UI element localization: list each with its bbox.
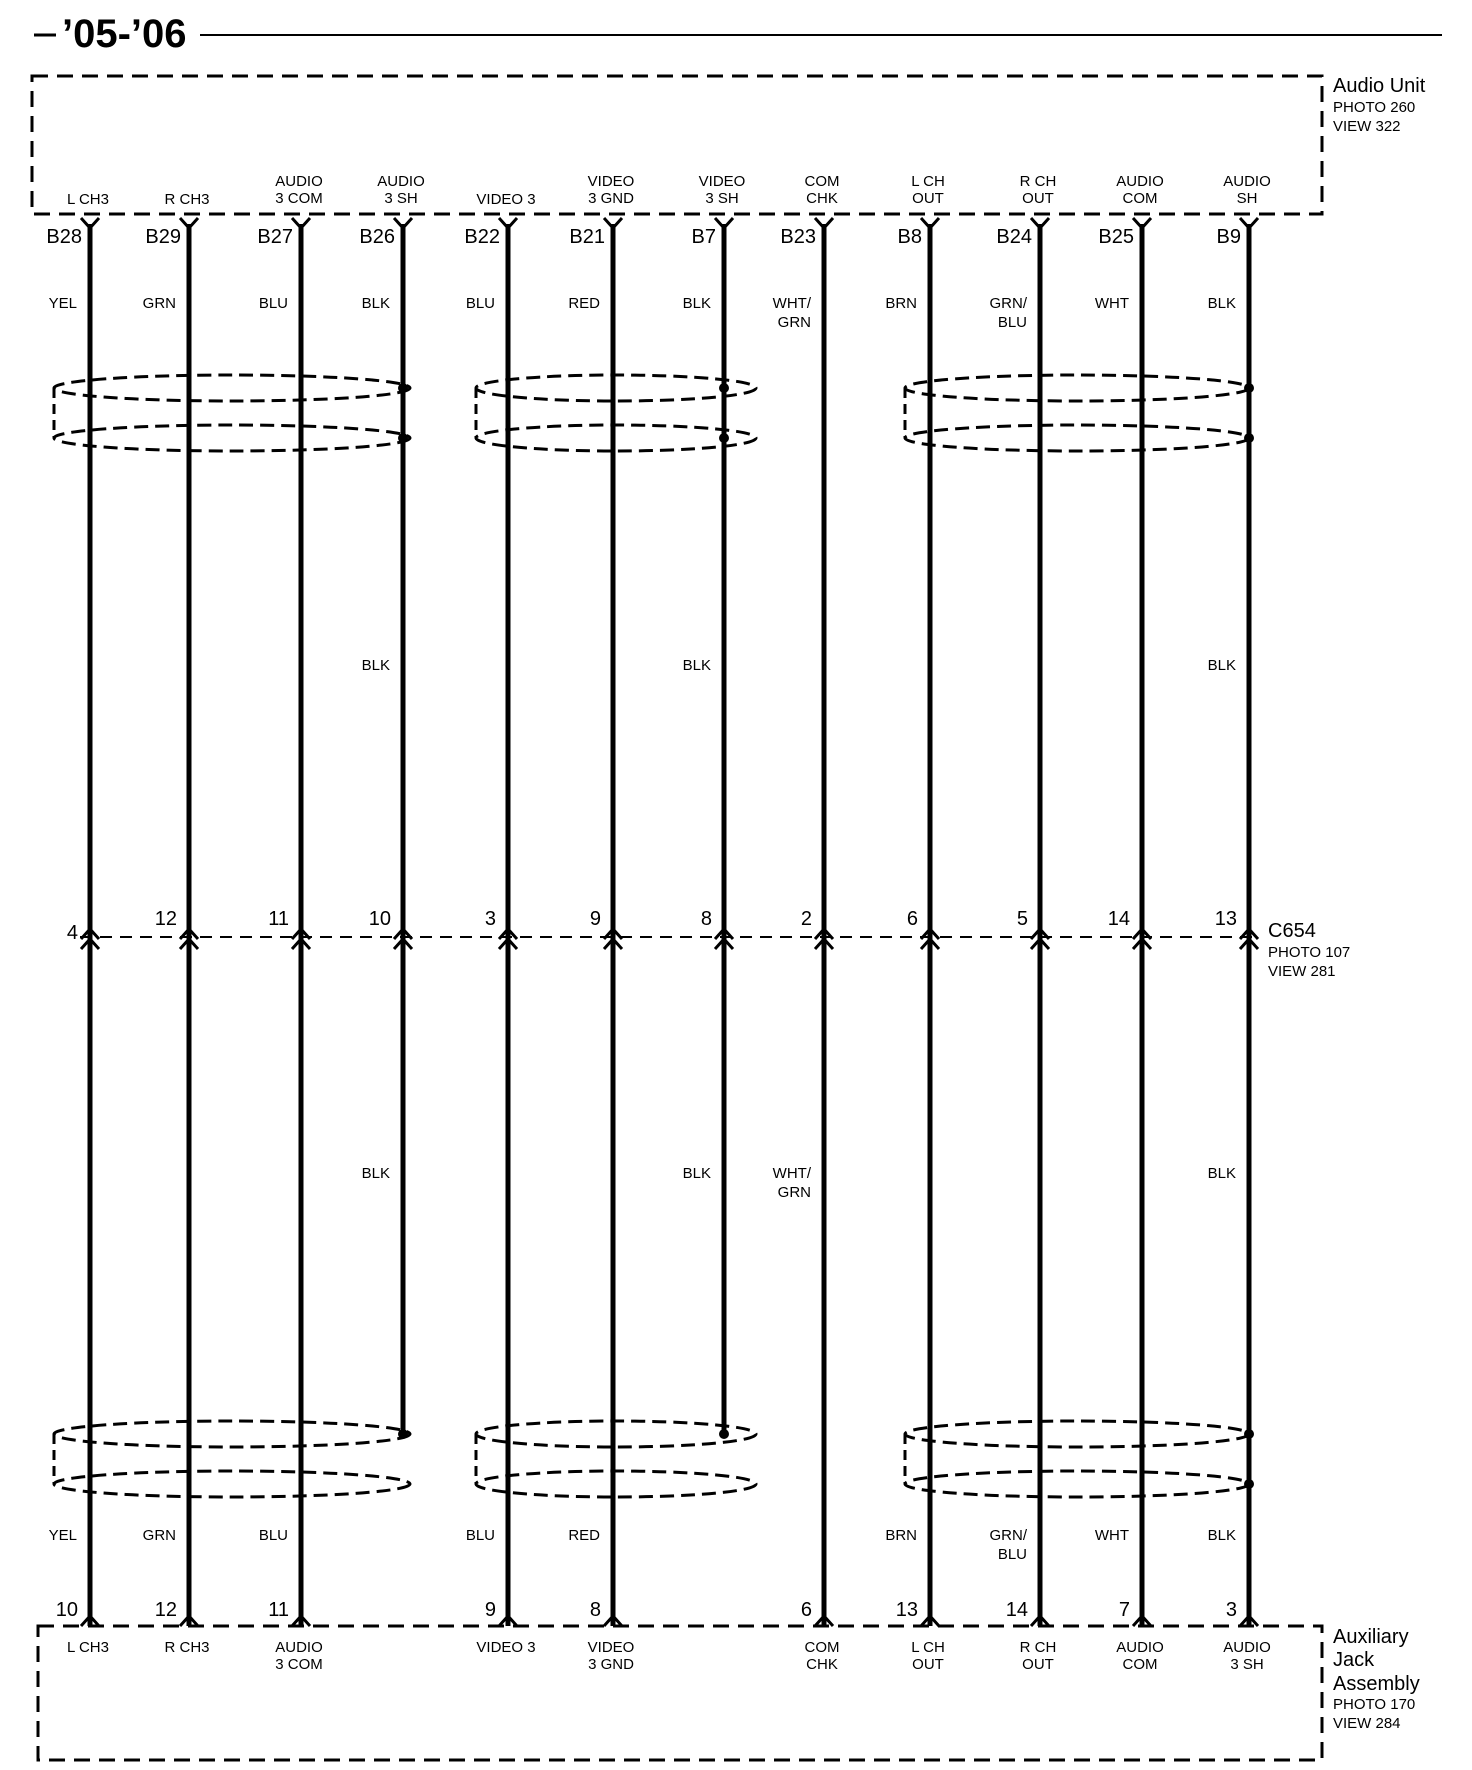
wire-color-label: BLK <box>1207 1165 1236 1182</box>
wire-color-label: GRN <box>142 1527 176 1544</box>
aux-jack-name-line3: Assembly <box>1333 1673 1420 1695</box>
c654-pin-number: 8 <box>700 908 712 930</box>
wire-w7 <box>683 173 746 1434</box>
aux-jack-photo: PHOTO 170 <box>1333 1696 1416 1713</box>
wire-color-label: BRN <box>885 295 917 312</box>
audio-unit-pin-name: 3 SH <box>705 190 739 207</box>
audio-unit-pin-name: SH <box>1236 190 1258 207</box>
wire-w9 <box>885 173 944 1673</box>
audio-unit-pin-name: R CH3 <box>164 191 210 208</box>
aux-jack-pin-name: VIDEO <box>587 1639 635 1656</box>
audio-unit-pin-name: L CH <box>911 173 945 190</box>
wire-w3 <box>257 173 322 1673</box>
wire-color-label: GRN <box>777 1184 811 1201</box>
audio-unit-pin-name: VIDEO <box>587 173 635 190</box>
top-terminal <box>1240 218 1258 228</box>
aux-jack-name-line2: Jack <box>1333 1649 1375 1671</box>
c654-pin-number: 12 <box>154 908 177 930</box>
auxiliary-jack-label <box>1333 1626 1420 1732</box>
aux-jack-pin-name: AUDIO <box>275 1639 323 1656</box>
wire-w10 <box>990 173 1057 1673</box>
wire-color-label: WHT <box>1094 1527 1129 1544</box>
c654-pin-number: 14 <box>1107 908 1130 930</box>
aux-jack-pin-name: COM <box>1122 1656 1158 1673</box>
c654-pin-number: 11 <box>268 908 289 930</box>
audio-unit-pin-name: 3 GND <box>588 190 634 207</box>
wire-color-label: BLU <box>997 314 1027 331</box>
audio-unit-pin-name: VIDEO <box>698 173 746 190</box>
shield-ellipse <box>905 425 1249 451</box>
audio-unit-pin-name: COM <box>804 173 840 190</box>
shield-ellipse <box>54 1421 410 1447</box>
audio-unit-pin-number: B23 <box>780 226 816 248</box>
aux-jack-view: VIEW 284 <box>1333 1715 1401 1732</box>
aux-jack-pin-name: COM <box>804 1639 840 1656</box>
aux-jack-pin-number: 3 <box>1225 1599 1237 1621</box>
shield-ellipse <box>905 375 1249 401</box>
wire-color-label: BLK <box>682 657 711 674</box>
audio-unit-pin-number: B26 <box>359 226 395 248</box>
audio-unit-pin-number: B27 <box>257 226 293 248</box>
shield-group-3-bottom <box>905 1421 1249 1497</box>
aux-jack-pin-number: 7 <box>1118 1599 1130 1621</box>
c654-pin-number: 13 <box>1214 908 1237 930</box>
wire-color-label: BLK <box>682 295 711 312</box>
top-terminal <box>1133 218 1151 228</box>
wire-color-label: GRN/ <box>989 295 1027 312</box>
aux-jack-pin-name: OUT <box>912 1656 944 1673</box>
wire-w8 <box>773 173 840 1673</box>
audio-unit-pin-name: AUDIO <box>377 173 425 190</box>
shield-ellipse <box>476 425 756 451</box>
shield-ellipse <box>905 1471 1249 1497</box>
audio-unit-view: VIEW 322 <box>1333 118 1401 135</box>
aux-jack-pin-number: 12 <box>154 1599 177 1621</box>
wire-color-label: BLU <box>997 1546 1027 1563</box>
aux-jack-pin-number: 6 <box>800 1599 812 1621</box>
shield-ellipse <box>476 1421 756 1447</box>
audio-unit-pin-number: B9 <box>1216 226 1241 248</box>
c654-label <box>1268 920 1350 980</box>
audio-unit-pin-name: L CH3 <box>67 191 109 208</box>
audio-unit-pin-name: AUDIO <box>1223 173 1271 190</box>
shield-group-1-bottom <box>54 1421 410 1497</box>
audio-unit-pin-name: VIDEO 3 <box>476 191 536 208</box>
c654-view: VIEW 281 <box>1268 963 1336 980</box>
wire-color-label: WHT/ <box>772 295 811 312</box>
aux-jack-pin-name: VIDEO 3 <box>476 1639 536 1656</box>
aux-jack-pin-name: L CH3 <box>67 1639 109 1656</box>
c654-pin-number: 6 <box>906 908 918 930</box>
wire-color-label: BRN <box>885 1527 917 1544</box>
top-terminal <box>499 218 517 228</box>
top-terminal <box>1031 218 1049 228</box>
shield-ellipse <box>54 425 410 451</box>
top-terminal <box>81 218 99 228</box>
c654-pin-number: 3 <box>484 908 496 930</box>
shield-ellipse <box>905 1421 1249 1447</box>
shield-ellipse <box>476 375 756 401</box>
audio-unit-name: Audio Unit <box>1333 75 1426 97</box>
wire-color-label: BLU <box>258 295 288 312</box>
aux-jack-pin-number: 10 <box>55 1599 78 1621</box>
wire-color-label: BLU <box>465 295 495 312</box>
c654-name: C654 <box>1268 920 1316 942</box>
c654-pin-number: 10 <box>368 908 391 930</box>
wire-w2 <box>143 191 210 1656</box>
shield-group-3-top <box>905 375 1249 451</box>
top-terminal <box>180 218 198 228</box>
audio-unit-pin-name: OUT <box>1022 190 1054 207</box>
aux-jack-pin-name: CHK <box>806 1656 838 1673</box>
audio-unit-pin-name: COM <box>1122 190 1158 207</box>
audio-unit-pin-number: B8 <box>897 226 922 248</box>
shield-ellipse <box>54 1471 410 1497</box>
wire-color-label: YEL <box>48 1527 77 1544</box>
aux-jack-pin-number: 9 <box>484 1599 496 1621</box>
wire-w1 <box>46 191 109 1656</box>
top-terminal <box>815 218 833 228</box>
aux-jack-pin-number: 13 <box>895 1599 918 1621</box>
aux-jack-pin-name: L CH <box>911 1639 945 1656</box>
wire-color-label: RED <box>568 1527 600 1544</box>
top-terminal <box>394 218 412 228</box>
audio-unit-pin-name: 3 SH <box>384 190 418 207</box>
shield-group-2-bottom <box>476 1421 756 1497</box>
audio-unit-pin-name: 3 COM <box>275 190 323 207</box>
wire-color-label: BLK <box>1207 1527 1236 1544</box>
c654-pin-number: 4 <box>66 922 78 944</box>
wire-color-label: BLK <box>1207 657 1236 674</box>
header <box>34 12 1442 56</box>
aux-jack-pin-number: 14 <box>1005 1599 1028 1621</box>
c654-pin-number: 5 <box>1016 908 1028 930</box>
aux-jack-pin-name: 3 COM <box>275 1656 323 1673</box>
audio-unit-label <box>1333 75 1426 135</box>
wire-color-label: GRN <box>142 295 176 312</box>
wire-color-label: WHT <box>1094 295 1129 312</box>
aux-jack-pin-name: R CH <box>1019 1639 1057 1656</box>
audio-unit-pin-name: AUDIO <box>275 173 323 190</box>
wire-color-label: BLK <box>1207 295 1236 312</box>
audio-unit-pin-name: CHK <box>806 190 838 207</box>
wire-w12 <box>1208 173 1271 1673</box>
wire-color-label: GRN <box>777 314 811 331</box>
aux-jack-pin-name: R CH3 <box>164 1639 210 1656</box>
wire-color-label: BLK <box>682 1165 711 1182</box>
wire-color-label: BLK <box>361 657 390 674</box>
wire-color-label: BLK <box>361 1165 390 1182</box>
shield-ellipse <box>476 1471 756 1497</box>
wire-color-label: BLK <box>361 295 390 312</box>
wire-color-label: GRN/ <box>989 1527 1027 1544</box>
audio-unit-pin-name: AUDIO <box>1116 173 1164 190</box>
wire-color-label: RED <box>568 295 600 312</box>
wire-color-label: WHT/ <box>772 1165 811 1182</box>
wire-w4 <box>359 173 424 1434</box>
c654-pin-number: 9 <box>589 908 601 930</box>
audio-unit-pin-number: B24 <box>996 226 1032 248</box>
top-terminal <box>604 218 622 228</box>
aux-jack-pin-name: 3 GND <box>588 1656 634 1673</box>
audio-unit-pin-number: B29 <box>145 226 181 248</box>
page-title: ’05-’06 <box>62 12 187 56</box>
aux-jack-name-line1: Auxiliary <box>1333 1626 1409 1648</box>
audio-unit-pin-number: B22 <box>464 226 500 248</box>
audio-unit-pin-number: B21 <box>569 226 605 248</box>
wire-color-label: BLU <box>258 1527 288 1544</box>
aux-jack-pin-number: 8 <box>589 1599 601 1621</box>
top-terminal <box>715 218 733 228</box>
wire-color-label: BLU <box>465 1527 495 1544</box>
audio-unit-pin-name: OUT <box>912 190 944 207</box>
top-terminal <box>921 218 939 228</box>
audio-unit-pin-name: R CH <box>1019 173 1057 190</box>
c654-pin-number: 2 <box>800 908 812 930</box>
wire-color-label: YEL <box>48 295 77 312</box>
audio-unit-pin-number: B28 <box>46 226 82 248</box>
aux-jack-pin-name: AUDIO <box>1223 1639 1271 1656</box>
aux-jack-pin-name: 3 SH <box>1230 1656 1264 1673</box>
shield-group-2-top <box>476 375 756 451</box>
shield-ellipse <box>54 375 410 401</box>
audio-unit-photo: PHOTO 260 <box>1333 99 1416 116</box>
aux-jack-pin-name: OUT <box>1022 1656 1054 1673</box>
audio-unit-pin-number: B7 <box>691 226 716 248</box>
audio-unit-pin-number: B25 <box>1098 226 1134 248</box>
aux-jack-pin-number: 11 <box>268 1599 289 1621</box>
wire-w11 <box>1095 173 1164 1673</box>
shield-group-1-top <box>54 375 410 451</box>
c654-photo: PHOTO 107 <box>1268 944 1351 961</box>
top-terminal <box>292 218 310 228</box>
aux-jack-pin-name: AUDIO <box>1116 1639 1164 1656</box>
